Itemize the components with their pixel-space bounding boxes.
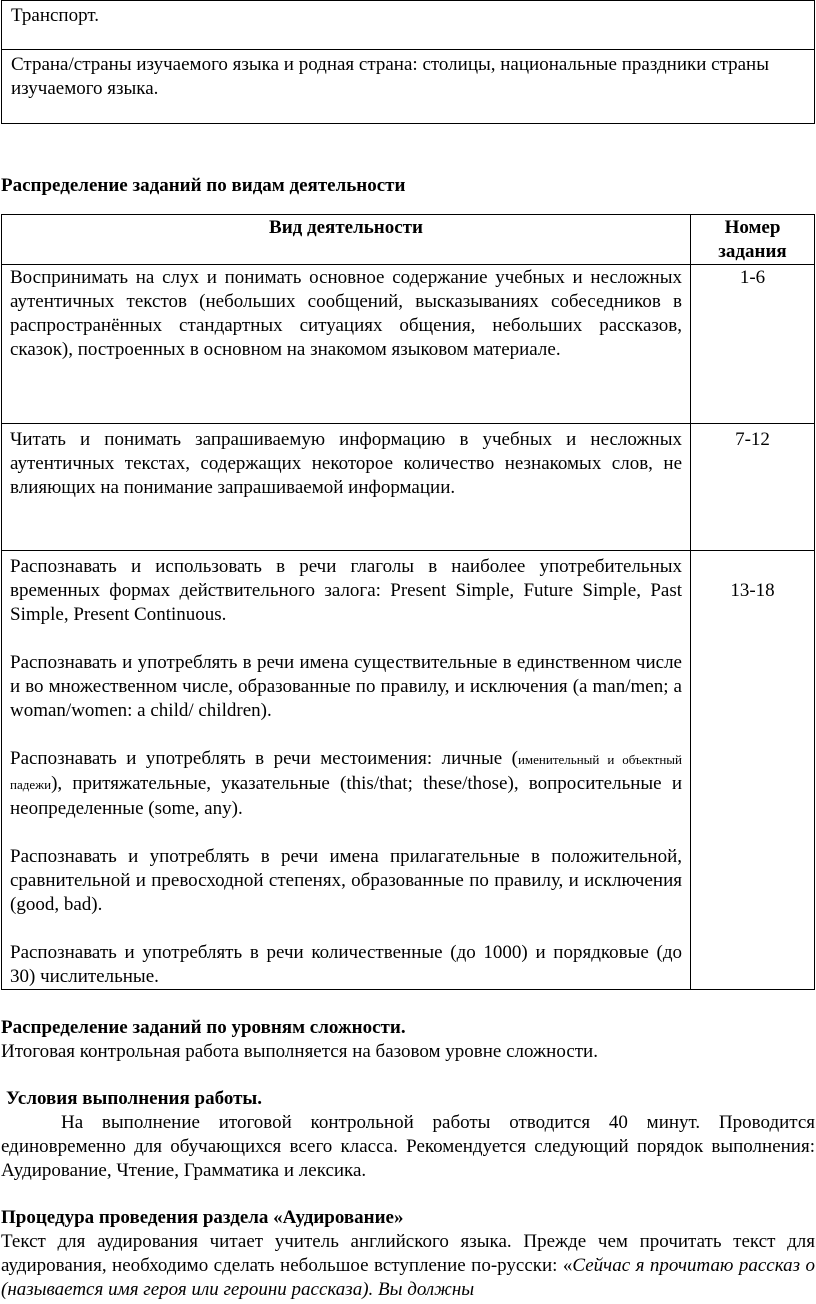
- header-number: Номер задания: [691, 215, 815, 265]
- table-row: [2, 551, 815, 990]
- activity-cell: [2, 265, 691, 424]
- procedure-heading: Процедура проведения раздела «Аудирование»: [1, 1207, 404, 1228]
- procedure-italic: Сейчас я прочитаю рассказ о (называется имя героя или героини рассказа). Вы должны: [1, 1255, 815, 1300]
- activity-grammar-adjectives: Распознавать и употреблять в речи имена прилагательные в положительной, сравнительной и превосходной степенях, образованные по правилу, и исключения (good, bad).: [10, 846, 682, 915]
- activity-cell: [2, 424, 691, 551]
- topic-cell: [2, 1, 815, 50]
- number-cell: [691, 265, 815, 424]
- header-activity: Вид деятельности: [2, 215, 691, 265]
- activity-cell: [2, 551, 691, 990]
- topic-cell: [2, 50, 815, 124]
- difficulty-text: Итоговая контрольная работа выполняется на базовом уровне сложности.: [1, 1041, 598, 1062]
- table-row: [2, 50, 815, 124]
- activity-grammar-pronouns: Распознавать и употреблять в речи местоимения: личные (именительный и объектный падежи), притяжательные, указательные (this/that; these/those), вопросительные и неопределенные (some, any).: [10, 748, 682, 819]
- procedure-text: Текст для аудирования читает учитель английского языка. Прежде чем прочитать текст для аудирования, необходимо сделать небольшое вступление по-русски: «Сейчас я прочитаю рассказ о (называется имя героя или героини рассказа). Вы должны: [1, 1231, 815, 1300]
- topic-transport: Транспорт.: [11, 5, 99, 26]
- task-number: 1-6: [739, 267, 766, 288]
- topic-country: Страна/страны изучаемого языка и родная страна: столицы, национальные праздники страны изучаемого языка.: [11, 54, 769, 99]
- activities-heading: Распределение заданий по видам деятельности: [1, 175, 406, 196]
- activity-grammar-numerals: Распознавать и употреблять в речи количественные (до 1000) и порядковые (до 30) числительные.: [10, 942, 682, 987]
- table-row: [2, 265, 815, 424]
- activity-grammar-nouns: Распознавать и употреблять в речи имена существительные в единственном числе и во множественном числе, образованные по правилу, и исключения (a man/men; a woman/women: a child/ children).: [10, 652, 682, 721]
- activities-table: [1, 214, 815, 990]
- task-number: 13-18: [730, 580, 775, 601]
- table-header-row: [2, 215, 815, 265]
- table-row: [2, 424, 815, 551]
- activity-reading: Читать и понимать запрашиваемую информацию в учебных и несложных аутентичных текстах, содержащих некоторое количество незнакомых слов, не влияющих на понимание запрашиваемой информации.: [10, 429, 682, 498]
- conditions-text: На выполнение итоговой контрольной работы отводится 40 минут. Проводится единовременно для обучающихся всего класса. Рекомендуется следующий порядок выполнения: Аудирование, Чтение, Грамматика и лексика.: [1, 1112, 815, 1181]
- topics-table: [1, 0, 815, 124]
- number-cell: [691, 424, 815, 551]
- conditions-heading: Условия выполнения работы.: [6, 1088, 262, 1109]
- activity-listening: Воспринимать на слух и понимать основное содержание учебных и несложных аутентичных текстов (небольших сообщений, высказываниях собеседников в распространённых стандартных ситуациях общения, небольших рассказов, сказок), построенных в основном на знакомом языковом материале.: [10, 267, 682, 360]
- activity-grammar-verbs: Распознавать и использовать в речи глаголы в наиболее употребительных временных формах действительного залога: Present Simple, Future Simple, Past Simple, Present Continuous.: [10, 556, 682, 625]
- task-number: 7-12: [735, 429, 770, 450]
- number-cell: [691, 551, 815, 990]
- difficulty-heading: Распределение заданий по уровням сложности.: [1, 1017, 406, 1038]
- table-row: [2, 1, 815, 50]
